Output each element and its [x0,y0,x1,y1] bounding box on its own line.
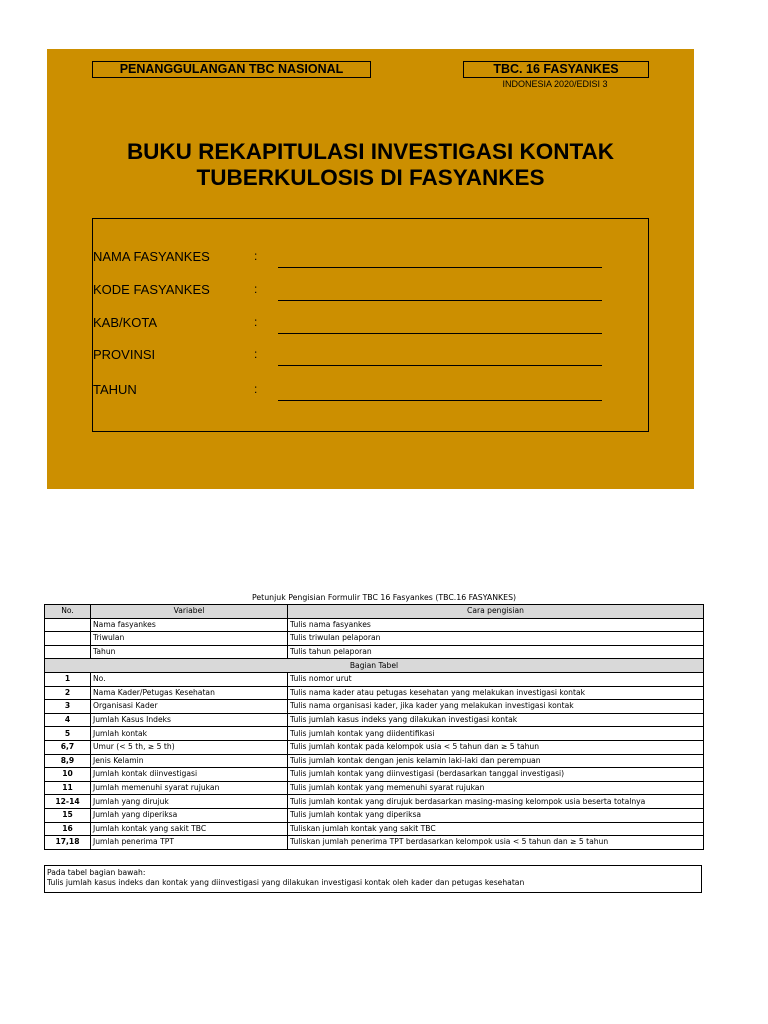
cell-no: 5 [45,727,91,741]
cell-method: Tulis jumlah kontak yang diidentifikasi [288,727,704,741]
cell-variable: Triwulan [91,632,288,646]
cell-variable: Jumlah yang diperiksa [91,808,288,822]
header-variable: Variabel [91,605,288,619]
field-input-line[interactable] [278,400,602,401]
table-row [45,686,704,700]
table-row [45,768,704,782]
field-input-line[interactable] [278,333,602,334]
cell-no: 8,9 [45,754,91,768]
table-row [45,713,704,727]
cell-variable: Jumlah kontak yang sakit TBC [91,822,288,836]
header-method: Cara pengisian [288,605,704,619]
program-label: PENANGGULANGAN TBC NASIONAL [92,61,371,78]
cell-no: 1 [45,672,91,686]
section-label: Bagian Tabel [45,659,704,673]
cell-variable: No. [91,672,288,686]
title-line-1: BUKU REKAPITULASI INVESTIGASI KONTAK [126,139,615,164]
cell-no: 12-14 [45,795,91,809]
field-colon: : [254,382,258,396]
guide-table-body [45,618,704,849]
cell-method: Tulis jumlah kontak yang memenuhi syarat rujukan [288,781,704,795]
field-label: KAB/KOTA [93,315,158,330]
field-kode-fasyankes [93,282,648,302]
field-nama-fasyankes [93,249,648,269]
form-code-label: TBC. 16 FASYANKES [463,61,649,78]
cell-method: Tulis jumlah kontak yang diperiksa [288,808,704,822]
cell-variable: Nama Kader/Petugas Kesehatan [91,686,288,700]
cell-variable: Jumlah kontak diinvestigasi [91,768,288,782]
field-input-line[interactable] [278,267,602,268]
identity-fields-box [92,218,649,432]
title-line-2: TUBERKULOSIS DI FASYANKES [196,165,545,190]
field-input-line[interactable] [278,365,602,366]
field-colon: : [254,347,258,361]
cell-variable: Tahun [91,645,288,659]
field-label: KODE FASYANKES [93,282,210,297]
cell-no: 10 [45,768,91,782]
table-row [45,795,704,809]
field-label: TAHUN [93,382,137,397]
cell-method: Tulis nama organisasi kader, jika kader yang melakukan investigasi kontak [288,700,704,714]
cell-variable: Jenis Kelamin [91,754,288,768]
cell-variable: Nama fasyankes [91,618,288,632]
field-label: NAMA FASYANKES [93,249,210,264]
cell-variable: Jumlah yang dirujuk [91,795,288,809]
section-row [45,659,704,673]
table-row [45,645,704,659]
header-no: No. [45,605,91,619]
cell-method: Tulis jumlah kontak yang dirujuk berdasarkan masing-masing kelompok usia beserta totalnya [288,795,704,809]
cell-variable: Jumlah Kasus Indeks [91,713,288,727]
cell-no: 17,18 [45,836,91,850]
field-colon: : [254,282,258,296]
note-line-1: Pada tabel bagian bawah: [47,868,146,877]
cell-method: Tulis jumlah kontak yang diinvestigasi (berdasarkan tanggal investigasi) [288,768,704,782]
edition-label: INDONESIA 2020/EDISI 3 [502,79,608,89]
cell-method: Tulis nama kader atau petugas kesehatan yang melakukan investigasi kontak [288,686,704,700]
table-row [45,672,704,686]
cell-method: Tulis tahun pelaporan [288,645,704,659]
field-colon: : [254,249,258,263]
cell-method: Tulis jumlah kasus indeks yang dilakukan investigasi kontak [288,713,704,727]
note-line-2: Tulis jumlah kasus indeks dan kontak yang diinvestigasi yang dilakukan investigasi kontak oleh kader dan petugas kesehatan [47,878,525,887]
note-box [44,865,702,893]
table-row [45,700,704,714]
cell-method: Tulis triwulan pelaporan [288,632,704,646]
cell-method: Tulis jumlah kontak pada kelompok usia < 5 tahun dan ≥ 5 tahun [288,740,704,754]
field-provinsi [93,347,648,367]
guide-table [44,604,704,850]
table-row [45,618,704,632]
table-row [45,754,704,768]
field-colon: : [254,315,258,329]
cell-no: 11 [45,781,91,795]
table-header-row [45,605,704,619]
cell-variable: Jumlah penerima TPT [91,836,288,850]
table-row [45,727,704,741]
field-kab-kota [93,315,648,335]
field-label: PROVINSI [93,347,156,362]
cell-variable: Umur (< 5 th, ≥ 5 th) [91,740,288,754]
cell-no [45,632,91,646]
cell-no: 4 [45,713,91,727]
cell-variable: Jumlah memenuhi syarat rujukan [91,781,288,795]
cell-method: Tulis jumlah kontak dengan jenis kelamin laki-laki dan perempuan [288,754,704,768]
table-row [45,822,704,836]
table-row [45,740,704,754]
cell-variable: Organisasi Kader [91,700,288,714]
cell-no [45,618,91,632]
cell-variable: Jumlah kontak [91,727,288,741]
field-input-line[interactable] [278,300,602,301]
cell-method: Tuliskan jumlah kontak yang sakit TBC [288,822,704,836]
cell-no: 6,7 [45,740,91,754]
field-tahun [93,382,648,402]
cell-method: Tulis nama fasyankes [288,618,704,632]
cell-no [45,645,91,659]
table-row [45,836,704,850]
cell-no: 15 [45,808,91,822]
cell-method: Tulis nomor urut [288,672,704,686]
cell-no: 16 [45,822,91,836]
cell-no: 2 [45,686,91,700]
cell-method: Tuliskan jumlah penerima TPT berdasarkan kelompok usia < 5 tahun dan ≥ 5 tahun [288,836,704,850]
guide-title: Petunjuk Pengisian Formulir TBC 16 Fasyankes (TBC.16 FASYANKES) [251,593,517,602]
page-title [47,139,694,191]
table-row [45,632,704,646]
table-row [45,808,704,822]
table-row [45,781,704,795]
cover-panel [47,49,694,489]
cell-no: 3 [45,700,91,714]
